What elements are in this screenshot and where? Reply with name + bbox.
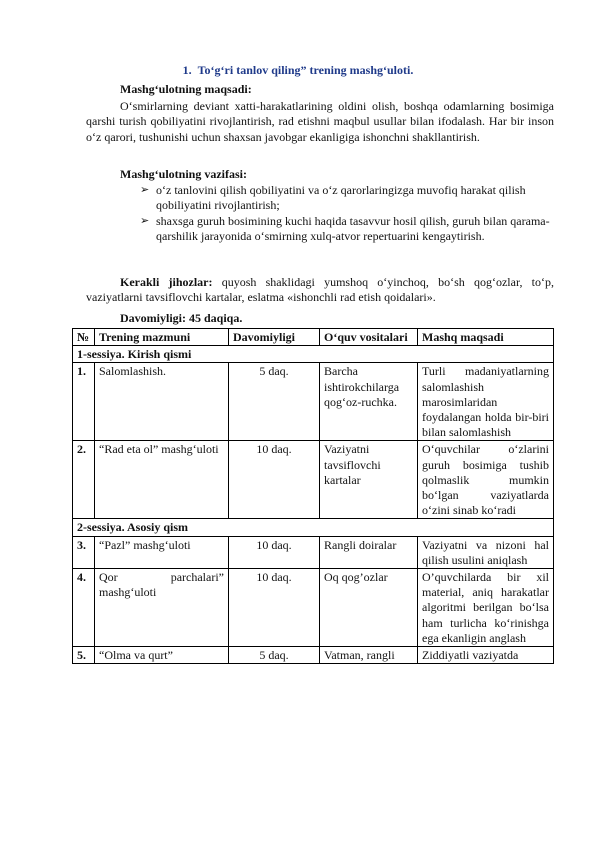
header-content: Trening mazmuni xyxy=(95,329,229,346)
row-goal: Turli madaniyatlarning salomlashish marosimlaridan foydalangan holda bir-biri bilan salomlashish xyxy=(418,363,554,441)
table-header-row xyxy=(73,329,554,346)
task-text: shaxsga guruh bosimining kuchi haqida tasavvur hosil qilish, guruh bilan qarama-qarshilik jarayonida o‘smirning xulq-atvor repertuarini kengaytirish. xyxy=(156,213,550,244)
task-item xyxy=(140,183,550,214)
tasks-list xyxy=(140,183,550,245)
arrow-bullet-icon: ➢ xyxy=(140,184,150,196)
row-number: 4. xyxy=(73,569,95,647)
row-tools: Rangli doiralar xyxy=(320,536,418,568)
training-plan-table xyxy=(72,328,554,664)
row-number: 3. xyxy=(73,536,95,568)
table-row xyxy=(73,363,554,441)
row-duration: 10 daq. xyxy=(229,536,320,568)
duration-line: Davomiyligi: 45 daqiqa. xyxy=(120,311,243,325)
row-duration: 10 daq. xyxy=(229,569,320,647)
row-name: “Pazl” mashg‘uloti xyxy=(95,536,229,568)
row-number: 2. xyxy=(73,441,95,519)
equipment-text: quyosh shaklidagi yumshoq o‘yinchoq, bo‘sh qog‘ozlar, to‘p, vaziyatlarni tavsiflovchi kartalar, eslatma «ishonchli rad etish qoidalari». xyxy=(86,275,554,305)
header-goal: Mashq maqsadi xyxy=(418,329,554,346)
equipment-label: Kerakli jihozlar: xyxy=(120,275,213,289)
table-row xyxy=(73,569,554,647)
session-row xyxy=(73,346,554,363)
row-name: “Rad eta ol” mashg‘uloti xyxy=(95,441,229,519)
task-text: o‘z tanlovini qilish qobiliyatini va o‘z qarorlaringizga muvofiq harakat qilish qobiliyatini rivojlantirish; xyxy=(156,183,526,213)
row-duration: 5 daq. xyxy=(229,647,320,664)
row-number: 5. xyxy=(73,647,95,664)
arrow-bullet-icon: ➢ xyxy=(140,214,150,227)
header-duration: Davomiyligi xyxy=(229,329,320,346)
table-row xyxy=(73,536,554,568)
row-tools: Oq qog’ozlar xyxy=(320,569,418,647)
equipment-paragraph xyxy=(86,275,554,306)
title-number: 1. xyxy=(182,63,192,77)
task-item xyxy=(140,214,550,245)
session-2-title: 2-sessiya. Asosiy qism xyxy=(73,519,554,536)
row-name: Qor parchalari” mashg‘uloti xyxy=(95,569,229,647)
tasks-heading: Mashg‘ulotning vazifasi: xyxy=(120,167,248,181)
row-name: “Olma va qurt” xyxy=(95,647,229,664)
row-tools: Vatman, rangli xyxy=(320,647,418,664)
goal-paragraph: O‘smirlarning deviant xatti-harakatlarining oldini olish, boshqa odamlarning bosimiga qarshi turish qobiliyatini rivojlantirish, rad etishni maqbul usullar bilan ifodalash. Har bir inson o‘z qarori, tushunishi uchun shaxsan javobgar ekanligiga ishonchni shakllantirish. xyxy=(86,99,554,144)
goal-heading: Mashg‘ulotning maqsadi: xyxy=(120,82,252,96)
table-row xyxy=(73,441,554,519)
header-number: № xyxy=(73,329,95,346)
session-row xyxy=(73,519,554,536)
row-goal: O’quvchilarda bir xil material, aniq harakatlar algoritmi berilgan bo‘lsa ham turlicha ko‘rinishga ega ekanligin anglash xyxy=(418,569,554,647)
table-row xyxy=(73,647,554,664)
row-goal: Ziddiyatli vaziyatda xyxy=(418,647,554,664)
session-1-title: 1-sessiya. Kirish qismi xyxy=(73,346,554,363)
row-number: 1. xyxy=(73,363,95,441)
row-goal: O‘quvchilar o‘zlarini guruh bosimiga tushib qolmaslik mumkin bo‘lgan vaziyatlarda o‘zini sinab ko‘radi xyxy=(418,441,554,519)
row-name: Salomlashish. xyxy=(95,363,229,441)
row-tools: Vaziyatni tavsiflovchi kartalar xyxy=(320,441,418,519)
row-tools: Barcha ishtirokchilarga qog‘oz-ruchka. xyxy=(320,363,418,441)
row-duration: 5 daq. xyxy=(229,363,320,441)
header-tools: O‘quv vositalari xyxy=(320,329,418,346)
title-text: To‘g‘ri tanlov qiling” trening mashg‘uloti. xyxy=(197,63,414,77)
row-duration: 10 daq. xyxy=(229,441,320,519)
document-title xyxy=(0,63,596,78)
row-goal: Vaziyatni va nizoni hal qilish usulini aniqlash xyxy=(418,536,554,568)
